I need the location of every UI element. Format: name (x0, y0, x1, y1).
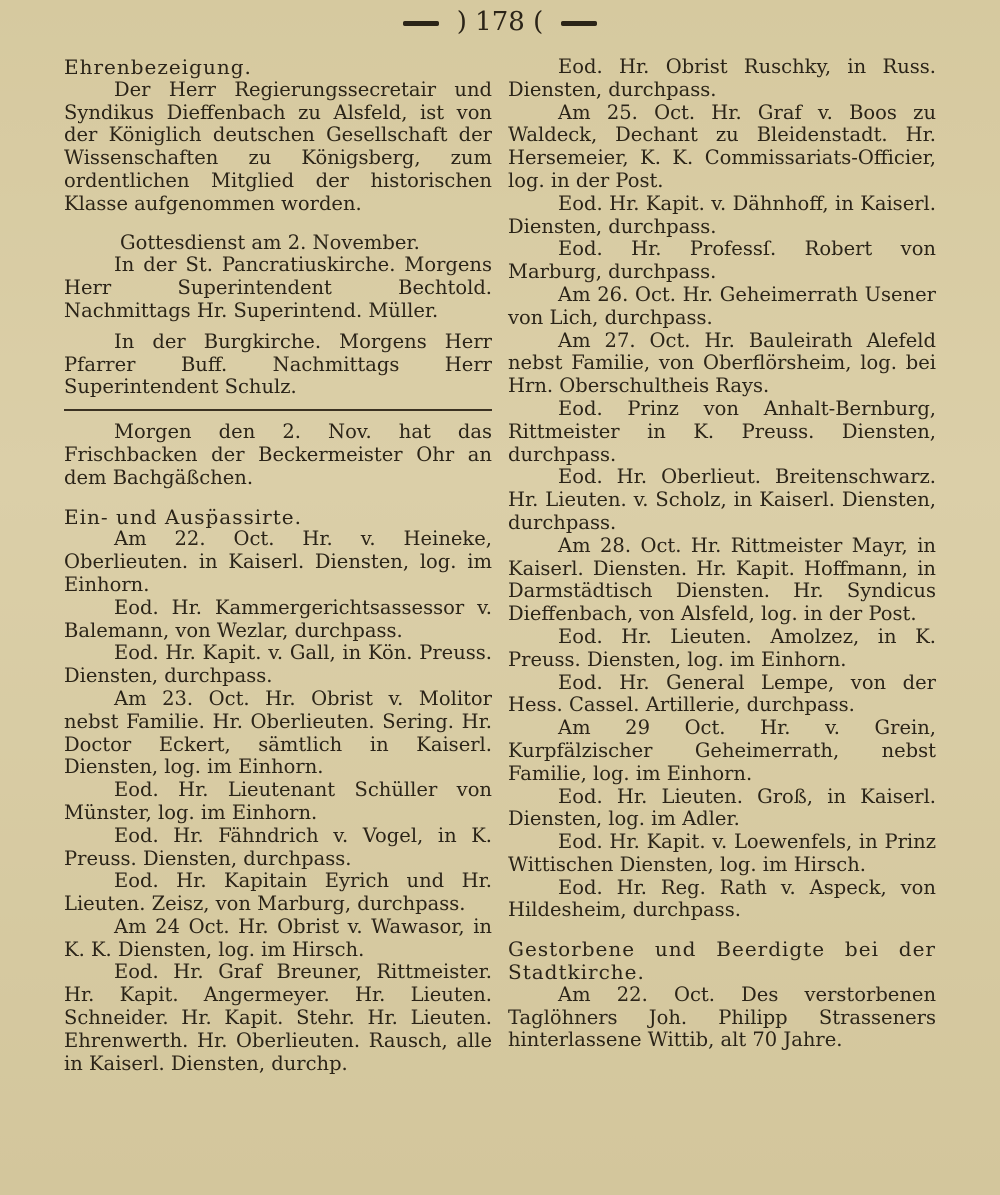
section-divider (64, 409, 492, 411)
ornament-dash-left (403, 21, 439, 26)
arrival-entry: Eod. Hr. Kapit. v. Loewenfels, in Prinz Wittischen Diensten, log. im Hirsch. (508, 830, 936, 876)
service-burgkirche: In der Burgkirche. Morgens Herr Pfarrer Buff. Nachmittags Herr Superintendent Schulz. (64, 329, 492, 399)
arrival-entry: Am 24 Oct. Hr. Obrist v. Wawasor, in K. K. Diensten, log. im Hirsch. (64, 914, 492, 961)
service-pancratius: In der St. Pancratiuskirche. Morgens Herr Superintendent Bechtold. Nachmittags Hr. Superintend. Müller. (64, 253, 492, 322)
arrival-entry: Eod. Prinz von Anhalt-Bernburg, Rittmeister in K. Preuss. Diensten, durchpass. (508, 396, 936, 466)
arrival-entry: Am 25. Oct. Hr. Graf v. Boos zu Waldeck, Dechant zu Bleidenstadt. Hr. Hersemeier, K. K. Commissariats-Officier, log. in der Post. (508, 100, 936, 192)
page-header (0, 4, 1000, 40)
arrival-entry: Eod. Hr. Kapit. v. Gall, in Kön. Preuss. Diensten, durchpass. (64, 641, 492, 688)
arrival-entry: Am 27. Oct. Hr. Bauleirath Alefeld nebst Familie, von Oberflörsheim, log. bei Hrn. Oberschultheis Rays. (508, 328, 936, 398)
left-column (64, 56, 492, 1075)
arrival-entry: Am 22. Oct. Hr. v. Heineke, Oberlieuten. in Kaiserl. Diensten, log. im Einhorn. (64, 527, 492, 596)
arrival-entry: Eod. Hr. General Lempe, von der Hess. Cassel. Artillerie, durchpass. (508, 670, 936, 717)
arrival-entry: Eod. Hr. Graf Breuner, Rittmeister. Hr. Kapit. Angermeyer. Hr. Lieuten. Schneider. Hr. Kapit. Stehr. Hr. Lieuten. Ehrenwerth. Hr. Oberlieuten. Rausch, alle in Kaiserl. Diensten, durchp. (64, 960, 492, 1075)
arrival-entry: Eod. Hr. Kapitain Eyrich und Hr. Lieuten. Zeisz, von Marburg, durchpass. (64, 869, 492, 916)
arrival-entry: Eod. Hr. Obrist Ruschky, in Russ. Diensten, durchpass. (508, 55, 936, 101)
arrival-entry: Eod. Hr. Oberlieut. Breitenschwarz. Hr. Lieuten. v. Scholz, in Kaiserl. Diensten, durchpass. (508, 465, 936, 534)
arrival-entry: Am 28. Oct. Hr. Rittmeister Mayr, in Kaiserl. Diensten. Hr. Kapit. Hoffmann, in Darmstädtisch Diensten. Hr. Syndicus Dieffenbach, von Alsfeld, log. in der Post. (508, 533, 936, 626)
arrival-entry: Eod. Hr. Lieuten. Amolzez, in K. Preuss. Diensten, log. im Einhorn. (508, 624, 936, 671)
bakery-notice: Morgen den 2. Nov. hat das Frischbacken der Beckermeister Ohr an dem Bachgäßchen. (64, 420, 492, 489)
page-number: ) 178 ( (456, 7, 544, 37)
arrival-entry: Am 26. Oct. Hr. Geheimerrath Usener von Lich, durchpass. (508, 282, 936, 329)
arrival-entry: Eod. Hr. Fähndrich v. Vogel, in K. Preuss. Diensten, durchpass. (64, 823, 492, 870)
arrival-entry: Eod. Hr. Lieuten. Groß, in Kaiserl. Diensten, log. im Adler. (508, 784, 936, 831)
arrival-entry: Am 29 Oct. Hr. v. Grein, Kurpfälzischer Geheimerrath, nebst Familie, log. im Einhorn. (508, 716, 936, 785)
ornament-dash-right (561, 21, 597, 26)
arrival-entry: Eod. Hr. Professſ. Robert von Marburg, durchpass. (508, 237, 936, 284)
service-heading: Gottesdienst am 2. November. (120, 230, 420, 254)
arrival-entry: Eod. Hr. Lieutenant Schüller von Münster, log. im Einhorn. (64, 778, 492, 824)
arrival-entry: Eod. Hr. Kammergerichtsassessor v. Balemann, von Wezlar, durchpass. (64, 595, 492, 642)
death-entry: Am 22. Oct. Des verstorbenen Taglöhners Joh. Philipp Strasseners hinterlassene Wittib, alt 70 Jahre. (508, 982, 936, 1052)
honor-text: Der Herr Regierungssecretair und Syndikus Dieffenbach zu Alsfeld, ist von der Königlich deutschen Gesellschaft der Wissenschaften zu Königsberg, zum ordentlichen Mitglied der historischen Klasse aufgenommen worden. (64, 77, 492, 215)
deaths-heading: Gestorbene und Beerdigte bei der Stadtkirche. (508, 937, 936, 985)
arrival-entry: Eod. Hr. Kapit. v. Dähnhoff, in Kaiserl. Diensten, durchpass. (508, 191, 936, 238)
honor-heading: Ehrenbezeigung. (64, 55, 252, 79)
arrival-entry: Am 23. Oct. Hr. Obrist v. Molitor nebst Familie. Hr. Oberlieuten. Sering. Hr. Doctor Eckert, sämtlich in Kaiserl. Diensten, log. im Einhorn. (64, 686, 492, 779)
right-column (508, 56, 936, 1052)
arrivals-heading: Ein- und Ausp̈assirte. (64, 504, 302, 529)
arrival-entry: Eod. Hr. Reg. Rath v. Aspeck, von Hildesheim, durchpass. (508, 875, 936, 922)
